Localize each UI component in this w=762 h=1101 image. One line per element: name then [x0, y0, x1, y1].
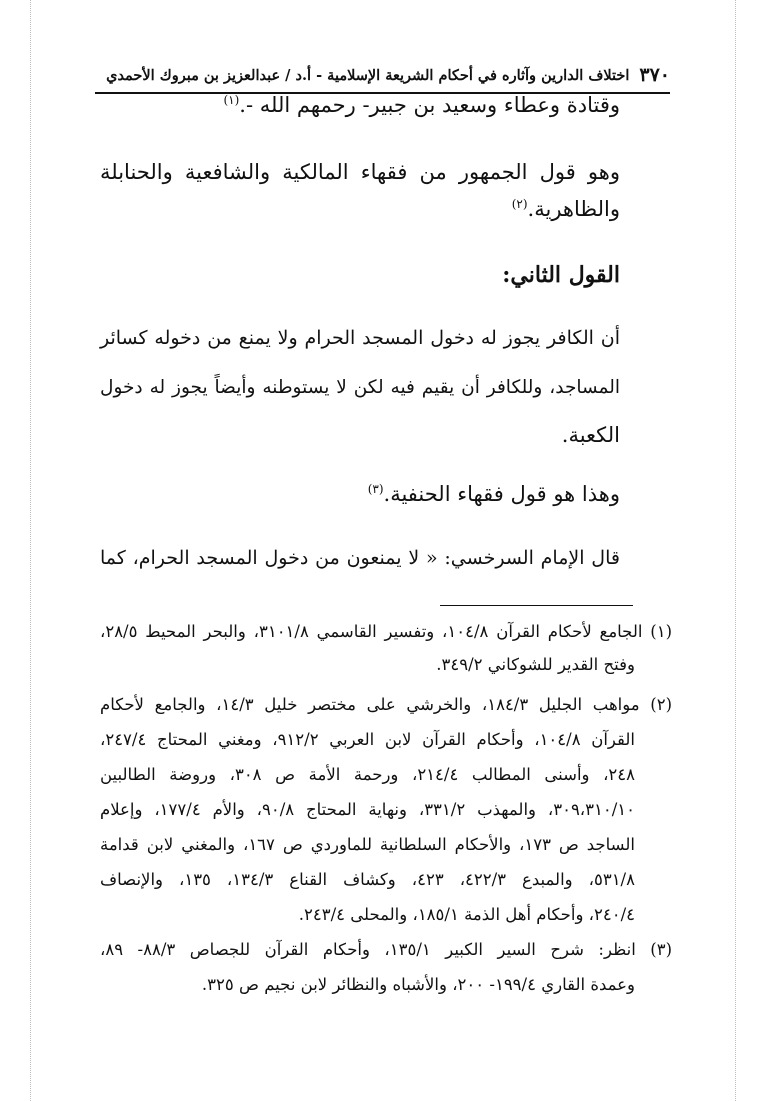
- page-number: ٣٧٠: [639, 64, 670, 86]
- footnote-line: (٣) انظر: شرح السير الكبير ١٣٥/١، وأحكام القرآن للجصاص ٨٨/٣- ٨٩،: [100, 940, 672, 959]
- running-header: [95, 62, 670, 88]
- body-line-3: والظاهرية.$^{(٢)}$: [511, 197, 620, 221]
- right-margin-guide: [735, 0, 736, 1101]
- footnote-line: ٥٣١/٨، والمبدع ٤٢٢/٣، ٤٢٣، وكشاف القناع ١٣٤/٣، ١٣٥، والإنصاف: [100, 870, 635, 889]
- footnote-line: الساجد ص ١٧٣، والأحكام السلطانية للماوردي ص ١٦٧، والمغني لابن قدامة: [100, 835, 635, 854]
- body-line-1: وقتادة وعطاء وسعيد بن جبير- رحمهم الله -.$^{(١)}$: [223, 93, 620, 117]
- footnote-line: ٢٤٨، وأسنى المطالب ٢١٤/٤، ورحمة الأمة ص ٣٠٨، وروضة الطالبين: [100, 765, 636, 784]
- body-line-2: وهو قول الجمهور من فقهاء المالكية والشافعية والحنابلة: [100, 160, 620, 184]
- footnote-separator: [440, 605, 633, 606]
- running-title: اختلاف الدارين وآثاره في أحكام الشريعة الإسلامية - أ.د / عبدالعزيز بن مبروك الأحمدي: [106, 66, 630, 84]
- body-line-8: قال الإمام السرخسي: « لا يمنعون من دخول المسجد الحرام، كما: [100, 547, 620, 569]
- body-line-7: وهذا هو قول فقهاء الحنفية.$^{(٣)}$: [367, 482, 620, 506]
- body-line-4: أن الكافر يجوز له دخول المسجد الحرام ولا يمنع من دخوله كسائر: [100, 327, 620, 349]
- footnote-line: ٣٠٩،٣١٠/١٠، والمهذب ٣٣١/٢، ونهاية المحتاج ٩٠/٨، والأم ١٧٧/٤، وإعلام: [100, 800, 636, 819]
- footnote-line: وعمدة القاري ١٩٩/٤- ٢٠٠، والأشباه والنظائر لابن نجيم ص ٣٢٥.: [201, 975, 635, 994]
- footnote-ref-3: (٣): [367, 482, 384, 496]
- footnote-line: وفتح القدير للشوكاني ٣٤٩/٢.: [436, 655, 635, 674]
- body-line-6: الكعبة.: [561, 423, 620, 447]
- footnote-line: (٢) مواهب الجليل ١٨٤/٣، والخرشي على مختصر خليل ١٤/٣، والجامع لأحكام: [100, 695, 672, 714]
- body-line-5: المساجد، وللكافر أن يقيم فيه لكن لا يستوطنه وأيضاً يجوز له دخول: [100, 377, 620, 398]
- footnote-line: القرآن ١٠٤/٨، وأحكام القرآن لابن العربي ٩١٢/٢، ومغني المحتاج ٢٤٧/٤،: [100, 730, 635, 749]
- section-heading: القول الثاني:: [502, 262, 620, 288]
- footnote-line: ٢٤٠/٤، وأحكام أهل الذمة ١٨٥/١، والمحلى ٢٤٣/٤.: [298, 905, 635, 924]
- left-margin-guide: [30, 0, 31, 1101]
- footnote-line: (١) الجامع لأحكام القرآن ١٠٤/٨، وتفسير القاسمي ٣١٠١/٨، والبحر المحيط ٢٨/٥،: [100, 622, 672, 641]
- footnote-ref-2: (٢): [511, 197, 528, 211]
- footnote-ref-1: (١): [223, 93, 240, 107]
